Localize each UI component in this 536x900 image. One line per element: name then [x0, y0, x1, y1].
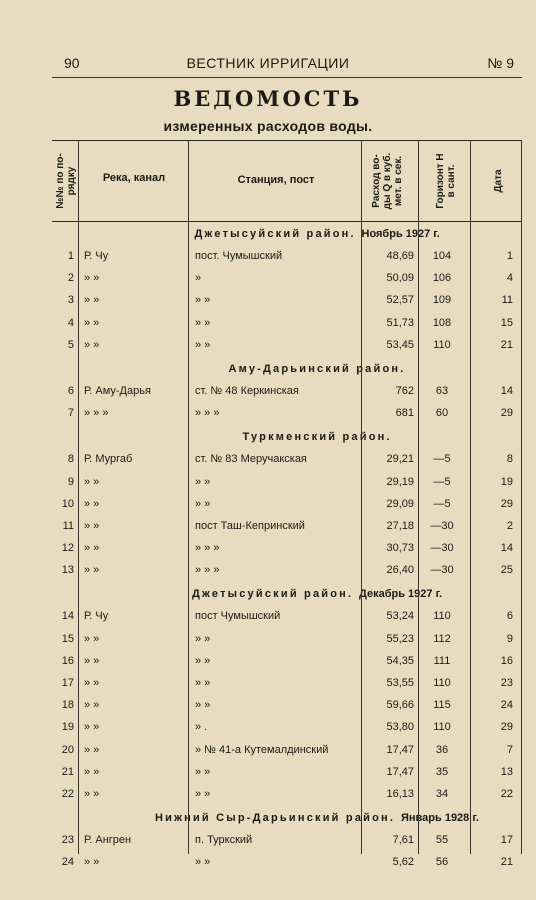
row-number: 15 [61, 632, 74, 645]
river-name: Р. Чу [84, 250, 109, 262]
river-name: » » [84, 519, 100, 532]
column-header-date: Дата [492, 169, 504, 193]
row-number: 2 [67, 272, 74, 285]
river-name: » » [84, 677, 100, 689]
table-row [52, 538, 522, 560]
row-number: 14 [61, 610, 74, 623]
row-number: 13 [61, 564, 74, 577]
column-divider [418, 140, 419, 854]
section-region: Аму-Дарьинский район. [228, 362, 406, 375]
river-name: Р. Ангрен [84, 834, 132, 847]
station-name: » » » [195, 564, 220, 577]
date-value: 15 [500, 316, 513, 329]
level-value: —30 [430, 519, 454, 532]
section-region: Джетысуйский район. [194, 228, 356, 240]
table-row [52, 381, 522, 403]
flow-value: 26,40 [386, 564, 414, 577]
date-value: 11 [501, 294, 513, 307]
river-name: » » [84, 497, 100, 510]
column-header-level: Горизонт Н в сант. [435, 153, 457, 209]
section-header [52, 425, 522, 449]
row-number: 20 [61, 743, 74, 756]
station-name: » [195, 272, 202, 285]
table-row [52, 494, 522, 516]
date-value: 14 [500, 542, 513, 555]
station-name: » » [195, 632, 211, 645]
date-value: 4 [506, 272, 513, 285]
station-name: » » [195, 497, 211, 510]
flow-value: 762 [395, 384, 414, 397]
date-value: 14 [500, 384, 513, 397]
table-row [52, 516, 522, 538]
river-name: » » [84, 699, 100, 712]
flow-value: 53,24 [386, 610, 414, 623]
table-row [52, 403, 522, 425]
flow-value: 681 [395, 407, 414, 420]
flow-value: 51,73 [386, 316, 414, 329]
river-name: » » [84, 721, 100, 734]
section-period: Декабрь 1927 г. [359, 588, 443, 601]
column-divider [470, 140, 471, 854]
river-name: » » [84, 856, 100, 869]
station-name: » » » [195, 542, 220, 555]
station-name: » » [195, 765, 211, 778]
river-name: » » [84, 272, 100, 285]
section-period: Январь 1928 г. [401, 812, 479, 825]
flow-value: 30,73 [386, 542, 414, 555]
river-name: » » [84, 316, 100, 329]
level-value: —5 [433, 475, 451, 488]
date-value: 1 [506, 250, 513, 262]
row-number: 6 [67, 384, 74, 397]
date-value: 21 [500, 856, 513, 869]
row-number: 24 [61, 856, 74, 869]
row-number: 10 [61, 497, 74, 510]
flow-value: 48,69 [386, 250, 414, 262]
flow-value: 5,62 [392, 856, 414, 869]
date-value: 6 [506, 610, 513, 623]
flow-value: 29,09 [386, 497, 414, 510]
flow-value: 17,47 [386, 743, 414, 756]
level-value: 35 [435, 765, 449, 778]
level-value: 60 [435, 407, 449, 420]
table-header [52, 140, 522, 222]
row-number: 19 [61, 721, 74, 734]
flow-value: 50,09 [386, 272, 414, 285]
river-name: » » [84, 632, 100, 645]
section-header [52, 222, 522, 246]
station-name: » » [195, 699, 211, 712]
date-value: 23 [500, 677, 513, 689]
row-number: 3 [67, 294, 74, 307]
station-name: » » [195, 856, 211, 869]
date-value: 25 [500, 564, 513, 577]
date-value: 19 [500, 475, 513, 488]
level-value: 63 [435, 384, 449, 397]
station-name: » » » [195, 407, 220, 420]
row-number: 5 [67, 338, 74, 351]
row-number: 23 [61, 834, 74, 847]
row-number: 22 [61, 787, 74, 800]
section-header [52, 806, 522, 830]
level-value: 110 [433, 721, 451, 734]
issue-number: № 9 [487, 55, 514, 71]
page-number: 90 [64, 55, 80, 71]
column-divider [188, 140, 189, 854]
row-number: 8 [67, 453, 74, 466]
date-value: 8 [506, 453, 513, 466]
date-value: 21 [500, 338, 513, 351]
river-name: » » [84, 564, 100, 577]
table-row [52, 830, 522, 852]
flow-value: 55,23 [386, 632, 414, 645]
table-row [52, 606, 522, 628]
station-name: » » [195, 677, 211, 689]
station-name: » » [195, 294, 211, 307]
station-name: » . [195, 721, 208, 734]
river-name: » » [84, 338, 100, 351]
level-value: 104 [432, 250, 452, 262]
station-name: ст. № 83 Меручакская [195, 453, 307, 466]
date-value: 2 [506, 519, 513, 532]
date-value: 7 [506, 743, 513, 756]
table-row [52, 717, 522, 739]
flow-value: 29,21 [386, 453, 414, 466]
document-title: ВЕДОМОСТЬ [173, 86, 363, 111]
date-value: 29 [500, 407, 513, 420]
table-row [52, 629, 522, 651]
flow-value: 29,19 [386, 475, 414, 488]
station-name: пост. Чумышский [195, 250, 283, 262]
header-rule [52, 77, 522, 78]
date-value: 13 [500, 765, 513, 778]
river-name: Р. Аму-Дарья [84, 384, 151, 397]
section-region: Нижний Сыр-Дарьинский район. [155, 812, 396, 825]
table-row [52, 852, 522, 874]
flow-value: 16,13 [386, 787, 414, 800]
river-name: » » » [84, 407, 109, 420]
date-value: 17 [500, 834, 513, 847]
row-number: 17 [61, 677, 74, 689]
level-value: 110 [433, 677, 451, 689]
level-value: 36 [435, 743, 449, 756]
column-header-river: Река, канал [102, 172, 166, 184]
journal-title: ВЕСТНИК ИРРИГАЦИИ [186, 55, 350, 71]
station-name: » » [195, 475, 211, 488]
flow-value: 53,55 [386, 677, 414, 689]
running-header [0, 55, 536, 77]
flow-value: 7,61 [392, 834, 414, 847]
flow-value: 53,45 [386, 338, 414, 351]
level-value: 108 [432, 316, 452, 329]
document-subtitle: измеренных расходов воды. [163, 118, 373, 134]
station-name: ст. № 48 Керкинская [195, 384, 299, 397]
table-row [52, 651, 522, 673]
date-value: 9 [506, 632, 513, 645]
table-row [52, 335, 522, 357]
date-value: 29 [500, 721, 513, 734]
level-value: 55 [435, 834, 449, 847]
flow-value: 59,66 [386, 699, 414, 712]
station-name: п. Туркский [195, 834, 253, 847]
column-header-flow: Расход во- ды Q в куб. мет. в сек. [370, 152, 404, 210]
river-name: » » [84, 475, 100, 488]
level-value: —30 [430, 564, 454, 577]
station-name: » » [195, 787, 211, 800]
flow-value: 17,47 [386, 765, 414, 778]
level-value: —5 [433, 497, 451, 510]
river-name: » » [84, 542, 100, 555]
level-value: 109 [432, 294, 452, 307]
row-number: 9 [67, 475, 74, 488]
row-number: 1 [67, 250, 74, 262]
row-number: 4 [67, 316, 74, 329]
station-name: » № 41-а Кутемалдинский [195, 743, 329, 756]
section-region: Туркменский район. [242, 431, 392, 444]
column-divider [361, 140, 362, 854]
row-number: 16 [61, 654, 74, 667]
flow-table [52, 140, 522, 875]
station-name: » » [195, 654, 211, 667]
river-name: » » [84, 294, 100, 307]
flow-value: 52,57 [386, 294, 414, 307]
row-number: 21 [61, 765, 74, 778]
table-row [52, 762, 522, 784]
river-name: » » [84, 787, 100, 800]
row-number: 12 [61, 542, 74, 555]
level-value: —5 [433, 453, 451, 466]
section-period: Ноябрь 1927 г. [361, 228, 440, 240]
section-header [52, 357, 522, 381]
level-value: 110 [433, 610, 451, 623]
table-row [52, 313, 522, 335]
table-row [52, 449, 522, 471]
level-value: 34 [435, 787, 449, 800]
level-value: 106 [432, 272, 452, 285]
level-value: 110 [433, 338, 451, 351]
table-body [52, 222, 522, 875]
row-number: 7 [67, 407, 74, 420]
flow-value: 27,18 [386, 519, 414, 532]
section-region: Джетысуйский район. [192, 588, 354, 601]
river-name: » » [84, 765, 100, 778]
level-value: 111 [433, 654, 451, 667]
table-row [52, 268, 522, 290]
river-name: » » [84, 654, 100, 667]
level-value: 112 [433, 632, 451, 645]
level-value: 56 [435, 856, 449, 869]
station-name: пост Таш-Кепринский [195, 519, 305, 532]
table-row [52, 472, 522, 494]
column-header-station: Станция, пост [237, 174, 315, 186]
table-row [52, 784, 522, 806]
river-name: Р. Чу [84, 610, 109, 623]
date-value: 16 [500, 654, 513, 667]
flow-value: 53,80 [386, 721, 414, 734]
station-name: пост Чумышский [195, 610, 281, 623]
column-divider [78, 140, 79, 854]
flow-value: 54,35 [386, 654, 414, 667]
section-header [52, 582, 522, 606]
table-right-border [521, 140, 522, 854]
date-value: 22 [500, 787, 513, 800]
row-number: 11 [62, 519, 74, 532]
table-row [52, 695, 522, 717]
row-number: 18 [61, 699, 74, 712]
table-row [52, 673, 522, 695]
river-name: Р. Мургаб [84, 453, 133, 466]
level-value: —30 [430, 542, 454, 555]
column-header-number: №№ по по- рядку [55, 153, 77, 209]
date-value: 24 [500, 699, 513, 712]
table-row [52, 290, 522, 312]
table-row [52, 560, 522, 582]
station-name: » » [195, 316, 211, 329]
level-value: 115 [433, 699, 451, 712]
station-name: » » [195, 338, 211, 351]
river-name: » » [84, 743, 100, 756]
table-row [52, 246, 522, 268]
date-value: 29 [500, 497, 513, 510]
table-row [52, 740, 522, 762]
